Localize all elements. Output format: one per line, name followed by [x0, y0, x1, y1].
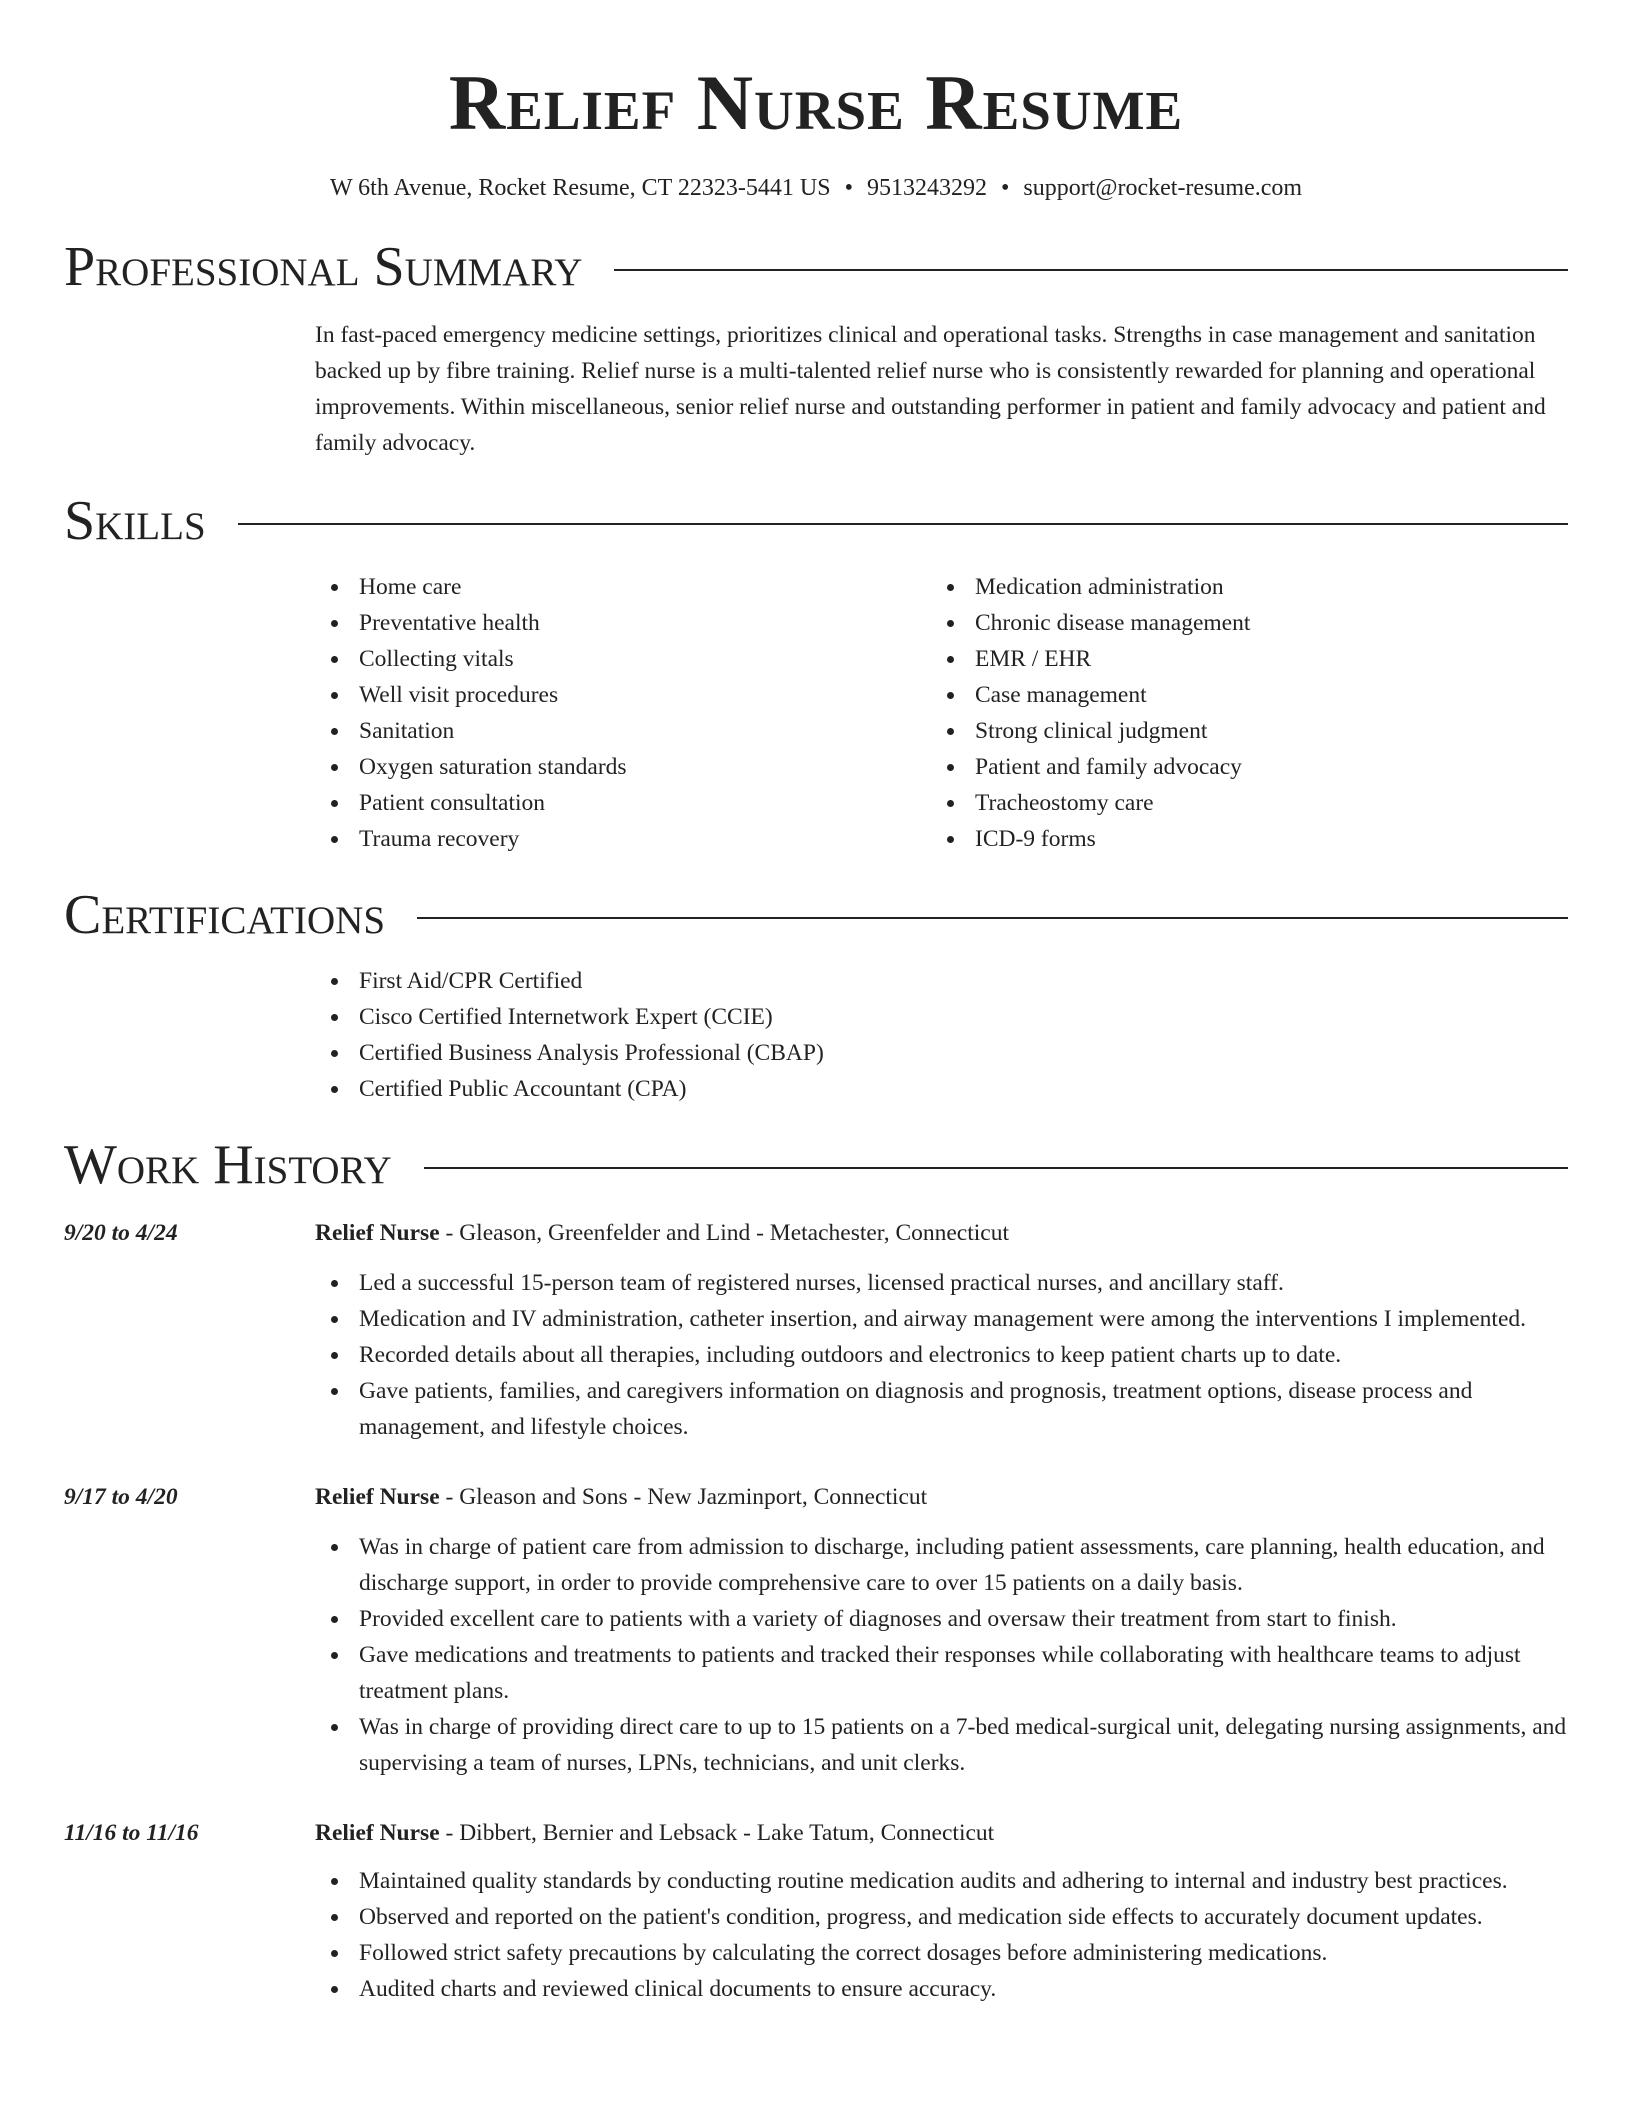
summary-section-header	[64, 235, 1568, 298]
certification-item: Certified Business Analysis Professional (CBAP)	[315, 1035, 1568, 1071]
skill-item: Home care	[315, 569, 931, 605]
job-duty-item: Maintained quality standards by conducting routine medication audits and adhering to internal and industry best practices.	[315, 1863, 1568, 1899]
job-dates: 9/17 to 4/20	[64, 1483, 178, 1510]
contact-line	[64, 174, 1568, 203]
skill-item: Sanitation	[315, 713, 931, 749]
certifications-heading: Certifications	[64, 883, 386, 946]
job-role: Relief Nurse	[315, 1219, 440, 1246]
job-header	[315, 1215, 1568, 1251]
skill-item: Preventative health	[315, 605, 931, 641]
job-duty-item: Gave medications and treatments to patients and tracked their responses while collaborating with healthcare teams to adjust treatment plans.	[315, 1637, 1568, 1709]
job-duties	[315, 1529, 1568, 1781]
section-divider	[417, 917, 1568, 919]
skills-heading: Skills	[64, 489, 206, 552]
section-divider	[424, 1167, 1568, 1169]
certification-item: Cisco Certified Internetwork Expert (CCIE)	[315, 999, 1568, 1035]
job-duty-item: Provided excellent care to patients with a variety of diagnoses and oversaw their treatment from start to finish.	[315, 1601, 1568, 1637]
skill-item: Patient consultation	[315, 785, 931, 821]
section-divider	[614, 269, 1568, 271]
job-duties	[315, 1265, 1568, 1445]
job-dates: 11/16 to 11/16	[64, 1819, 199, 1846]
skill-item: EMR / EHR	[931, 641, 1547, 677]
skill-item: Collecting vitals	[315, 641, 931, 677]
contact-separator: •	[844, 175, 853, 201]
job-entry	[64, 1479, 1568, 1781]
skill-item: Case management	[931, 677, 1547, 713]
skills-column-right	[931, 569, 1547, 857]
skill-item: Well visit procedures	[315, 677, 931, 713]
resume-page	[64, 0, 1568, 2112]
contact-email: support@rocket-resume.com	[1023, 175, 1303, 201]
contact-phone: 9513243292	[866, 175, 987, 201]
job-role: Relief Nurse	[315, 1819, 440, 1846]
skill-item: Strong clinical judgment	[931, 713, 1547, 749]
job-duty-item: Was in charge of patient care from admission to discharge, including patient assessments, care planning, health education, and discharge support, in order to provide comprehensive care to over 15 patients on a daily basis.	[315, 1529, 1568, 1601]
skill-item: Chronic disease management	[931, 605, 1547, 641]
skill-item: Oxygen saturation standards	[315, 749, 931, 785]
job-duty-item: Observed and reported on the patient's condition, progress, and medication side effects to accurately document updates.	[315, 1899, 1568, 1935]
skills-section-header	[64, 489, 1568, 552]
skill-item: ICD-9 forms	[931, 821, 1547, 857]
job-entry	[64, 1215, 1568, 1445]
work-history-heading: Work History	[64, 1133, 392, 1196]
skill-item: Tracheostomy care	[931, 785, 1547, 821]
job-dates: 9/20 to 4/24	[64, 1219, 178, 1246]
certifications-list	[315, 963, 1568, 1107]
skill-item: Trauma recovery	[315, 821, 931, 857]
job-entry	[64, 1815, 1568, 2007]
job-employer: - Gleason, Greenfelder and Lind - Metachester, Connecticut	[439, 1219, 1009, 1246]
certifications-section-header	[64, 883, 1568, 946]
job-duty-item: Audited charts and reviewed clinical documents to ensure accuracy.	[315, 1971, 1568, 2007]
job-duty-item: Medication and IV administration, catheter insertion, and airway management were among the interventions I implemented.	[315, 1301, 1568, 1337]
skill-item: Patient and family advocacy	[931, 749, 1547, 785]
job-duty-item: Recorded details about all therapies, including outdoors and electronics to keep patient charts up to date.	[315, 1337, 1568, 1373]
skill-item: Medication administration	[931, 569, 1547, 605]
page-title: Relief Nurse Resume	[448, 59, 1184, 146]
job-duty-item: Gave patients, families, and caregivers information on diagnosis and prognosis, treatment options, disease process and management, and lifestyle choices.	[315, 1373, 1568, 1445]
job-duty-item: Followed strict safety precautions by calculating the correct dosages before administering medications.	[315, 1935, 1568, 1971]
contact-address: W 6th Avenue, Rocket Resume, CT 22323-5441 US	[329, 175, 831, 201]
certification-item: First Aid/CPR Certified	[315, 963, 1568, 999]
job-duty-item: Was in charge of providing direct care to up to 15 patients on a 7-bed medical-surgical unit, delegating nursing assignments, and supervising a team of nurses, LPNs, technicians, and unit clerks.	[315, 1709, 1568, 1781]
job-employer: - Gleason and Sons - New Jazminport, Connecticut	[439, 1483, 928, 1510]
contact-separator: •	[1000, 175, 1010, 201]
skills-list	[315, 569, 1568, 857]
section-divider	[238, 523, 1568, 525]
job-header	[315, 1479, 1568, 1515]
job-header	[315, 1815, 1568, 1851]
job-duty-item: Led a successful 15-person team of registered nurses, licensed practical nurses, and ancillary staff.	[315, 1265, 1568, 1301]
work-history-section-header	[64, 1133, 1568, 1196]
skills-column-left	[315, 569, 931, 857]
summary-text: In fast-paced emergency medicine settings, prioritizes clinical and operational tasks. Strengths in case management and sanitation backed up by fibre training. Relief nurse is a multi-talented relief nurse who is consistently rewarded for planning and operational improvements. Within miscellaneous, senior relief nurse and outstanding performer in patient and family advocacy and patient and family advocacy.	[315, 321, 1546, 456]
summary-heading: Professional Summary	[64, 235, 583, 298]
job-employer: - Dibbert, Bernier and Lebsack - Lake Tatum, Connecticut	[439, 1819, 995, 1846]
job-duties	[315, 1863, 1568, 2007]
certification-item: Certified Public Accountant (CPA)	[315, 1071, 1568, 1107]
job-role: Relief Nurse	[315, 1483, 440, 1510]
